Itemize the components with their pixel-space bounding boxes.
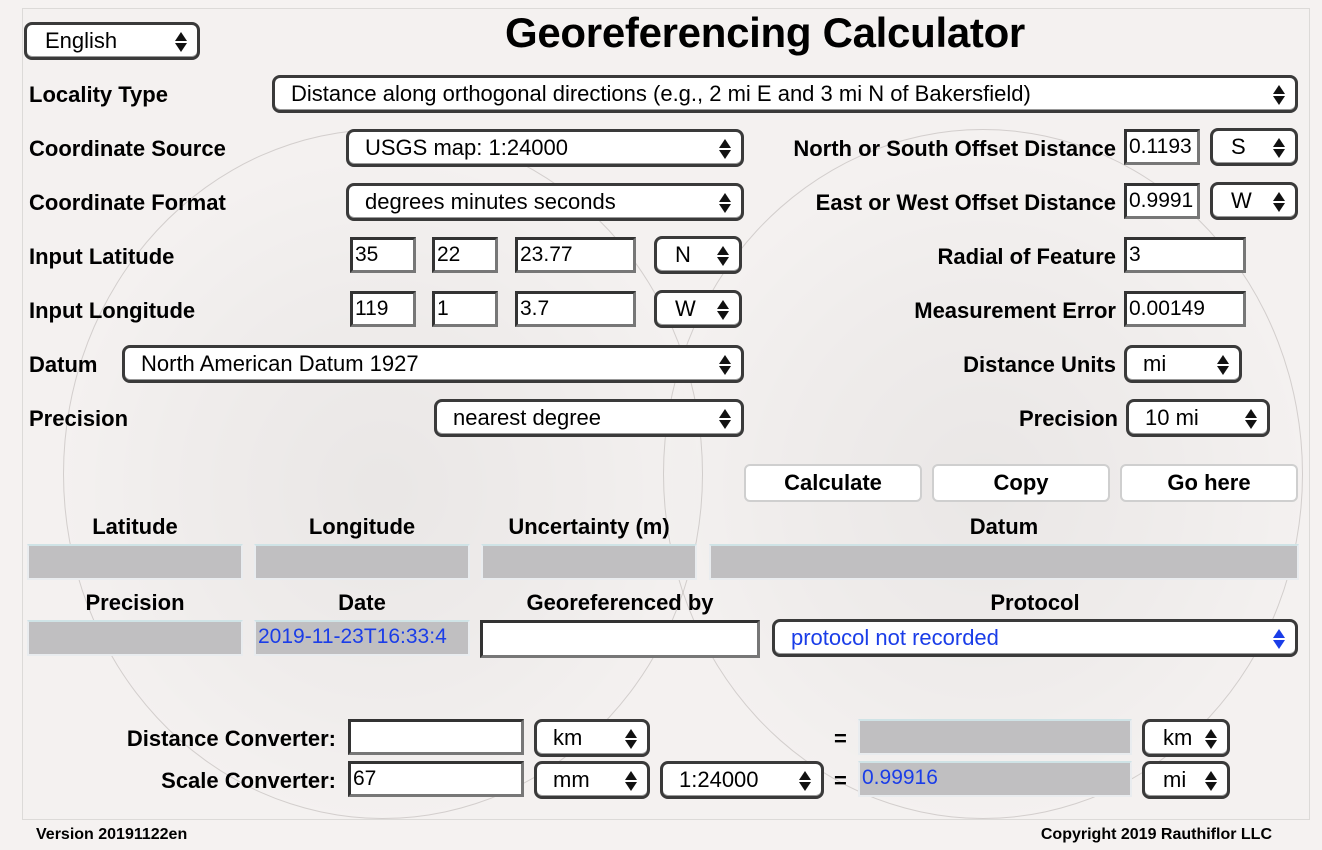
- protocol-value: protocol not recorded: [791, 625, 999, 650]
- select-arrows-icon: [799, 770, 811, 792]
- select-arrows-icon: [1273, 191, 1285, 213]
- result-longitude-field[interactable]: [254, 544, 470, 580]
- measurement-error-label: Measurement Error: [914, 298, 1116, 323]
- input-latitude-label: Input Latitude: [29, 244, 175, 269]
- result-precision-field[interactable]: [27, 620, 243, 656]
- distance-from-unit-select[interactable]: [534, 719, 650, 757]
- coordinate-format-label: Coordinate Format: [29, 190, 226, 215]
- select-arrows-icon: [1273, 84, 1285, 106]
- locality-type-label: Locality Type: [29, 82, 168, 107]
- distance-precision-label: Precision: [1018, 406, 1118, 431]
- ew-offset-input[interactable]: 0.9991: [1124, 183, 1200, 219]
- scale-from-unit-select[interactable]: [534, 761, 650, 799]
- coordinate-format-value: degrees minutes seconds: [365, 189, 616, 214]
- datum-value: North American Datum 1927: [141, 351, 419, 376]
- distance-units-label: Distance Units: [963, 352, 1116, 377]
- coordinate-precision-label: Precision: [29, 406, 129, 431]
- result-georeferenced-by-header: Georeferenced by: [526, 590, 714, 615]
- ew-offset-label: East or West Offset Distance: [815, 190, 1116, 215]
- scale-converter-result[interactable]: 0.99916: [858, 761, 1132, 797]
- radial-label: Radial of Feature: [937, 244, 1116, 269]
- input-longitude-label: Input Longitude: [29, 298, 196, 323]
- coordinate-precision-value: nearest degree: [453, 405, 601, 430]
- distance-converter-label: Distance Converter:: [126, 726, 336, 751]
- distance-units-select[interactable]: [1124, 345, 1242, 383]
- datum-label: Datum: [29, 352, 98, 377]
- result-uncertainty-header: Uncertainty (m): [508, 514, 670, 539]
- ns-direction-value: S: [1231, 134, 1246, 159]
- result-precision-header: Precision: [85, 590, 185, 615]
- longitude-direction-value: W: [675, 296, 696, 321]
- distance-converter-input[interactable]: [348, 719, 524, 755]
- coordinate-precision-select[interactable]: [434, 399, 744, 437]
- calculate-button[interactable]: Calculate: [744, 464, 922, 502]
- datum-select[interactable]: [122, 345, 744, 383]
- select-arrows-icon: [625, 728, 637, 750]
- distance-from-unit-value: km: [553, 725, 583, 750]
- distance-to-unit-select[interactable]: [1142, 719, 1230, 757]
- result-date-field[interactable]: 2019-11-23T16:33:4: [254, 620, 470, 656]
- select-arrows-icon: [625, 770, 637, 792]
- select-arrows-icon: [1273, 137, 1285, 159]
- page-title: Georeferencing Calculator: [505, 9, 1025, 56]
- coordinate-format-select[interactable]: [346, 183, 744, 221]
- ew-direction-select[interactable]: [1210, 182, 1298, 220]
- coordinate-source-value: USGS map: 1:24000: [365, 135, 569, 160]
- version-text: Version 20191122en: [36, 826, 188, 843]
- distance-equals-sign: =: [834, 726, 847, 751]
- distance-converter-result[interactable]: [858, 719, 1132, 755]
- radial-input[interactable]: 3: [1124, 237, 1246, 273]
- latitude-degrees-input[interactable]: 35: [350, 237, 416, 273]
- select-arrows-icon: [175, 31, 187, 53]
- go-here-button[interactable]: Go here: [1120, 464, 1298, 502]
- longitude-degrees-input[interactable]: 119: [350, 291, 416, 327]
- distance-precision-value: 10 mi: [1145, 405, 1199, 430]
- select-arrows-icon: [1217, 354, 1229, 376]
- coordinate-source-label: Coordinate Source: [29, 136, 226, 161]
- language-select[interactable]: [24, 22, 200, 60]
- select-arrows-icon: [1205, 728, 1217, 750]
- protocol-select[interactable]: [772, 619, 1298, 657]
- select-arrows-icon: [1273, 628, 1285, 650]
- longitude-seconds-input[interactable]: 3.7: [515, 291, 636, 327]
- scale-converter-label: Scale Converter:: [161, 768, 336, 793]
- ew-direction-value: W: [1231, 188, 1252, 213]
- locality-type-value: Distance along orthogonal directions (e.g., 2 mi E and 3 mi N of Bakersfield): [291, 81, 1031, 106]
- result-longitude-header: Longitude: [308, 514, 416, 539]
- georeferenced-by-input[interactable]: [480, 620, 760, 658]
- distance-to-unit-value: km: [1163, 725, 1193, 750]
- select-arrows-icon: [1245, 408, 1257, 430]
- measurement-error-input[interactable]: 0.00149: [1124, 291, 1246, 327]
- longitude-minutes-input[interactable]: 1: [432, 291, 498, 327]
- ns-direction-select[interactable]: [1210, 128, 1298, 166]
- scale-equals-sign: =: [834, 768, 847, 793]
- ns-offset-input[interactable]: 0.1193: [1124, 129, 1200, 165]
- latitude-direction-value: N: [675, 242, 691, 267]
- scale-to-unit-select[interactable]: [1142, 761, 1230, 799]
- distance-precision-select[interactable]: [1126, 399, 1270, 437]
- copy-button[interactable]: Copy: [932, 464, 1110, 502]
- result-date-header: Date: [338, 590, 386, 615]
- coordinate-source-select[interactable]: [346, 129, 744, 167]
- copyright-text: Copyright 2019 Rauthiflor LLC: [1040, 826, 1272, 843]
- result-datum-field[interactable]: [709, 544, 1299, 580]
- result-latitude-field[interactable]: [27, 544, 243, 580]
- map-background-left-hemisphere: [63, 129, 703, 819]
- distance-units-value: mi: [1143, 351, 1167, 376]
- select-arrows-icon: [1205, 770, 1217, 792]
- language-select-value: English: [45, 28, 118, 53]
- locality-type-select[interactable]: [272, 75, 1298, 113]
- result-latitude-header: Latitude: [92, 514, 178, 539]
- ns-offset-label: North or South Offset Distance: [793, 136, 1116, 161]
- scale-converter-input[interactable]: 67: [348, 761, 524, 797]
- scale-to-unit-value: mi: [1163, 767, 1187, 792]
- result-datum-header: Datum: [969, 514, 1039, 539]
- result-uncertainty-field[interactable]: [481, 544, 697, 580]
- latitude-minutes-input[interactable]: 22: [432, 237, 498, 273]
- result-protocol-header: Protocol: [990, 590, 1080, 615]
- scale-ratio-select[interactable]: [660, 761, 824, 799]
- latitude-seconds-input[interactable]: 23.77: [515, 237, 636, 273]
- scale-from-unit-value: mm: [553, 767, 590, 792]
- scale-ratio-value: 1:24000: [679, 767, 759, 792]
